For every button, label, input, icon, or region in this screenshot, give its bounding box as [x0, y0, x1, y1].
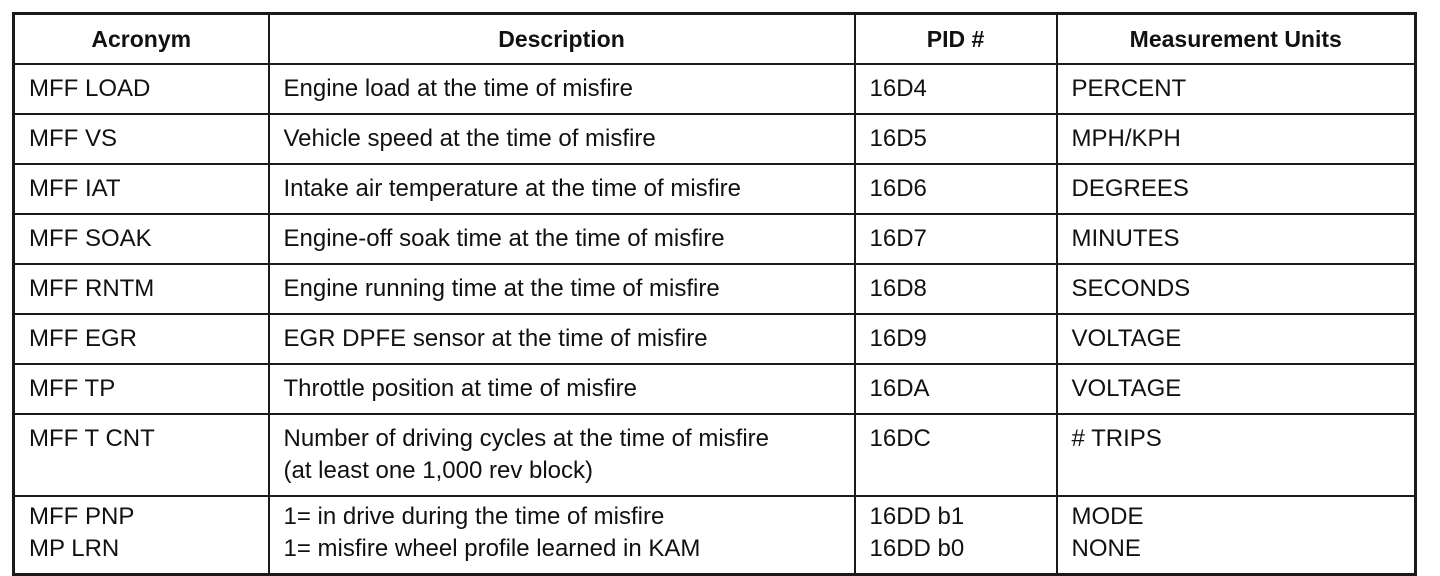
table-row — [14, 364, 1416, 414]
table-row — [14, 64, 1416, 114]
cell-acronym — [14, 114, 269, 164]
table-row — [14, 414, 1416, 496]
cell-text: SECONDS — [1071, 275, 1191, 302]
cell-pid — [855, 414, 1057, 496]
table-row — [14, 214, 1416, 264]
table-row — [14, 264, 1416, 314]
cell-acronym — [14, 164, 269, 214]
cell-acronym — [14, 64, 269, 114]
cell-text: 1= misfire wheel profile learned in KAM — [283, 535, 701, 562]
cell-text: (at least one 1,000 rev block) — [283, 457, 594, 484]
cell-text: 16D4 — [869, 75, 927, 102]
cell-pid — [855, 496, 1057, 575]
cell-text: 16D9 — [869, 325, 927, 352]
cell-text: 16DD b1 — [869, 503, 965, 530]
cell-acronym — [14, 264, 269, 314]
cell-text: Throttle position at time of misfire — [283, 375, 637, 402]
cell-units — [1057, 214, 1416, 264]
cell-units — [1057, 414, 1416, 496]
cell-pid — [855, 164, 1057, 214]
cell-text: MODE — [1071, 503, 1144, 530]
cell-description — [269, 164, 855, 214]
cell-text: 16D6 — [869, 175, 927, 202]
header-units: Measurement Units — [1057, 14, 1416, 65]
header-pid: PID # — [855, 14, 1057, 65]
cell-acronym — [14, 214, 269, 264]
cell-text: MFF RNTM — [29, 275, 155, 302]
cell-text: MFF PNP — [29, 503, 135, 530]
cell-text: MPH/KPH — [1071, 125, 1181, 152]
cell-pid — [855, 214, 1057, 264]
cell-description — [269, 114, 855, 164]
cell-description — [269, 414, 855, 496]
cell-description — [269, 64, 855, 114]
pid-table — [12, 12, 1417, 576]
cell-description — [269, 214, 855, 264]
cell-text: # TRIPS — [1071, 425, 1162, 452]
cell-text: NONE — [1071, 535, 1141, 562]
cell-text: Vehicle speed at the time of misfire — [283, 125, 656, 152]
cell-text: Engine running time at the time of misfire — [283, 275, 720, 302]
cell-text: EGR DPFE sensor at the time of misfire — [283, 325, 708, 352]
cell-pid — [855, 64, 1057, 114]
cell-text: MP LRN — [29, 535, 120, 562]
cell-text: MFF TP — [29, 375, 116, 402]
cell-acronym — [14, 314, 269, 364]
cell-description — [269, 496, 855, 575]
cell-text: MFF T CNT — [29, 425, 155, 452]
cell-text: 16DC — [869, 425, 931, 452]
cell-text: Engine load at the time of misfire — [283, 75, 634, 102]
cell-description — [269, 364, 855, 414]
cell-text: 16D5 — [869, 125, 927, 152]
cell-units — [1057, 114, 1416, 164]
cell-units — [1057, 64, 1416, 114]
table-row — [14, 164, 1416, 214]
cell-text: DEGREES — [1071, 175, 1189, 202]
cell-text: VOLTAGE — [1071, 325, 1182, 352]
cell-units — [1057, 314, 1416, 364]
table-row — [14, 496, 1416, 575]
cell-acronym — [14, 364, 269, 414]
cell-text: VOLTAGE — [1071, 375, 1182, 402]
cell-text: MFF EGR — [29, 325, 137, 352]
cell-pid — [855, 314, 1057, 364]
cell-units — [1057, 496, 1416, 575]
cell-text: MFF VS — [29, 125, 117, 152]
header-acronym: Acronym — [14, 14, 269, 65]
cell-acronym — [14, 414, 269, 496]
cell-pid — [855, 364, 1057, 414]
cell-text: 1= in drive during the time of misfire — [283, 503, 665, 530]
cell-text: Intake air temperature at the time of misfire — [283, 175, 742, 202]
cell-text: 16D7 — [869, 225, 927, 252]
cell-text: MFF LOAD — [29, 75, 151, 102]
cell-text: Number of driving cycles at the time of misfire — [283, 425, 769, 452]
cell-units — [1057, 264, 1416, 314]
cell-text: MINUTES — [1071, 225, 1180, 252]
cell-units — [1057, 164, 1416, 214]
cell-acronym — [14, 496, 269, 575]
table-row — [14, 114, 1416, 164]
cell-text: MFF SOAK — [29, 225, 152, 252]
header-row — [14, 14, 1416, 65]
cell-pid — [855, 114, 1057, 164]
cell-text: 16DA — [869, 375, 930, 402]
cell-description — [269, 264, 855, 314]
cell-units — [1057, 364, 1416, 414]
cell-text: MFF IAT — [29, 175, 121, 202]
cell-text: PERCENT — [1071, 75, 1187, 102]
cell-text: 16DD b0 — [869, 535, 965, 562]
cell-pid — [855, 264, 1057, 314]
cell-text: 16D8 — [869, 275, 927, 302]
cell-description — [269, 314, 855, 364]
cell-text: Engine-off soak time at the time of misfire — [283, 225, 725, 252]
table-row — [14, 314, 1416, 364]
header-description: Description — [269, 14, 855, 65]
